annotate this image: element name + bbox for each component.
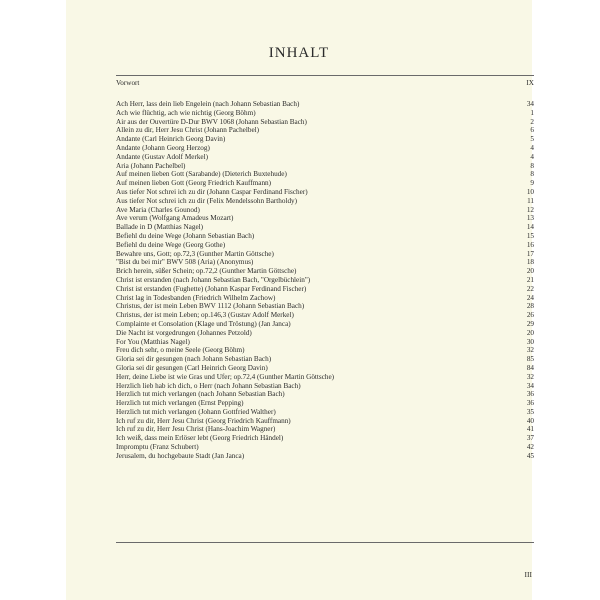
toc-entry-title: Bewahre uns, Gott; op.72,3 (Gunther Martin Göttsche) <box>116 249 274 258</box>
toc-entry-page: 11 <box>527 196 534 205</box>
toc-entry-title: Herzlich lieb hab ich dich, o Herr (nach Johann Sebastian Bach) <box>116 381 301 390</box>
toc-entry <box>116 453 534 462</box>
toc-entry-page: 32 <box>526 346 534 355</box>
toc-entry-page: 30 <box>526 337 534 346</box>
toc-entry-title: Befiehl du deine Wege (Georg Gothe) <box>116 240 226 249</box>
toc-entry-title: Auf meinen lieben Gott (Sarabande) (Dieterich Buxtehude) <box>116 170 287 179</box>
toc-entry-page: 28 <box>526 302 534 311</box>
toc-entry-title: Herzlich tut mich verlangen (nach Johann Sebastian Bach) <box>116 390 285 399</box>
toc-entry-page: 36 <box>526 390 534 399</box>
toc-entry-page: 41 <box>526 425 534 434</box>
toc-entry-title: Christ ist erstanden (Fughette) (Johann Kaspar Ferdinand Fischer) <box>116 284 307 293</box>
page-number: III <box>524 570 532 579</box>
toc-entry-page: 35 <box>526 407 534 416</box>
toc-entry-title: Christus, der ist mein Leben BWV 1112 (Johann Sebastian Bach) <box>116 302 305 311</box>
toc-entry-title: Christ lag in Todesbanden (Friedrich Wilhelm Zachow) <box>116 293 276 302</box>
toc-entry-title: Herzlich tut mich verlangen (Johann Gottfried Walther) <box>116 407 276 416</box>
toc-entry-title: Gloria sei dir gesungen (Carl Heinrich Georg Davin) <box>116 363 268 372</box>
toc-entry-title: Ich ruf zu dir, Herr Jesu Christ (Georg Friedrich Kauffmann) <box>116 416 291 425</box>
toc-entry-title: Die Nacht ist vorgedrungen (Johannes Petzold) <box>116 328 252 337</box>
toc-entry-page: 37 <box>526 434 534 443</box>
toc-entry-title: Herzlich tut mich verlangen (Ernst Pepping) <box>116 399 244 408</box>
toc-entry-title: Ach Herr, lass dein lieb Engelein (nach Johann Sebastian Bach) <box>116 100 300 108</box>
toc-list <box>116 101 534 462</box>
foreword-title: Vorwort <box>116 79 140 87</box>
toc-entry-title: Ballade in D (Matthias Nagel) <box>116 223 204 232</box>
toc-entry-title: Brich herein, süßer Schein; op.72,2 (Gunther Martin Göttsche) <box>116 267 297 276</box>
toc-entry-page: 36 <box>526 399 534 408</box>
toc-entry-page: 20 <box>526 328 534 337</box>
page-title: INHALT <box>268 45 330 61</box>
toc-entry-title: "Bist du bei mir" BWV 508 (Aria) (Anonymus) <box>116 258 254 267</box>
toc-entry-title: Jerusalem, du hochgebaute Stadt (Jan Janca) <box>116 451 245 460</box>
toc-entry-title: Ich ruf zu dir, Herr Jesu Christ (Hans-Joachim Wagner) <box>116 425 276 434</box>
toc-entry-page: 10 <box>526 187 534 196</box>
top-rule <box>116 75 534 76</box>
toc-entry-title: Gloria sei dir gesungen (nach Johann Sebastian Bach) <box>116 355 272 364</box>
toc-entry-title: Andante (Carl Heinrich Georg Davin) <box>116 135 226 144</box>
toc-entry-title: Air aus der Ouvertüre D-Dur BWV 1068 (Johann Sebastian Bach) <box>116 117 307 126</box>
toc-entry-title: Complainte et Consolation (Klage und Tröstung) (Jan Janca) <box>116 319 291 328</box>
toc-entry-page: 8 <box>530 161 534 170</box>
book-page <box>66 0 532 600</box>
toc-entry-page: 85 <box>526 355 534 364</box>
foreword-row <box>116 80 534 89</box>
toc-entry-page: 4 <box>530 143 534 152</box>
toc-entry-page: 20 <box>526 267 534 276</box>
toc-entry-page: 18 <box>526 258 534 267</box>
toc-entry-page: 5 <box>530 135 534 144</box>
toc-entry-title: Christ ist erstanden (nach Johann Sebastian Bach, "Orgelbüchlein") <box>116 275 311 284</box>
toc-entry-page: 22 <box>526 284 534 293</box>
toc-entry-title: Aus tiefer Not schrei ich zu dir (Felix Mendelssohn Bartholdy) <box>116 196 298 205</box>
toc-entry-page: 14 <box>526 223 534 232</box>
toc-entry-page: 13 <box>526 214 534 223</box>
toc-entry-page: 24 <box>526 293 534 302</box>
toc-entry-title: Freu dich sehr, o meine Seele (Georg Böhm) <box>116 346 245 355</box>
toc-entry-title: Ach wie flüchtig, ach wie nichtig (Georg Böhm) <box>116 108 256 117</box>
bottom-rule <box>116 542 534 543</box>
toc-entry-page: 42 <box>526 443 534 452</box>
toc-entry-page: 29 <box>526 319 534 328</box>
toc-entry-page: 8 <box>530 170 534 179</box>
toc-entry-title: Andante (Gustav Adolf Merkel) <box>116 152 209 161</box>
toc-entry-page: 16 <box>526 240 534 249</box>
toc-entry-page: 26 <box>526 311 534 320</box>
toc-entry-title: Aria (Johann Pachelbel) <box>116 161 186 170</box>
toc-entry-title: For You (Matthias Nagel) <box>116 337 190 346</box>
toc-entry-page: 34 <box>526 100 534 108</box>
toc-entry-page: 32 <box>526 372 534 381</box>
toc-entry-title: Impromptu (Franz Schubert) <box>116 443 199 452</box>
toc-entry-title: Herr, deine Liebe ist wie Gras und Ufer; op.72,4 (Gunther Martin Göttsche) <box>116 372 335 381</box>
toc-entry-title: Andante (Johann Georg Herzog) <box>116 143 210 152</box>
toc-entry-page: 15 <box>526 231 534 240</box>
toc-entry-title: Auf meinen lieben Gott (Georg Friedrich Kauffmann) <box>116 179 272 188</box>
toc-entry-title: Aus tiefer Not schrei ich zu dir (Johann Caspar Ferdinand Fischer) <box>116 187 308 196</box>
toc-entry-page: 1 <box>530 108 534 117</box>
toc-entry-page: 17 <box>526 249 534 258</box>
toc-entry-page: 34 <box>526 381 534 390</box>
foreword-page: IX <box>526 79 534 87</box>
toc-entry-title: Ave verum (Wolfgang Amadeus Mozart) <box>116 214 234 223</box>
toc-entry-page: 4 <box>530 152 534 161</box>
toc-entry-page: 12 <box>526 205 534 214</box>
toc-entry-page: 2 <box>530 117 534 126</box>
foreword-section <box>116 80 534 89</box>
toc-entry-title: Ich weiß, dass mein Erlöser lebt (Georg Friedrich Händel) <box>116 434 284 443</box>
toc-entry-page: 9 <box>530 179 534 188</box>
toc-entry-page: 6 <box>530 126 534 135</box>
toc-entry-page: 21 <box>526 275 534 284</box>
toc-entry-page: 40 <box>526 416 534 425</box>
toc-entry-title: Befiehl du deine Wege (Johann Sebastian Bach) <box>116 231 255 240</box>
toc-entry-page: 45 <box>526 451 534 460</box>
toc-entry-page: 84 <box>526 363 534 372</box>
toc-entry-title: Ave Maria (Charles Gounod) <box>116 205 200 214</box>
toc-entry-title: Christus, der ist mein Leben; op.146,3 (Gustav Adolf Merkel) <box>116 311 294 320</box>
toc-entry-title: Allein zu dir, Herr Jesu Christ (Johann Pachelbel) <box>116 126 260 135</box>
